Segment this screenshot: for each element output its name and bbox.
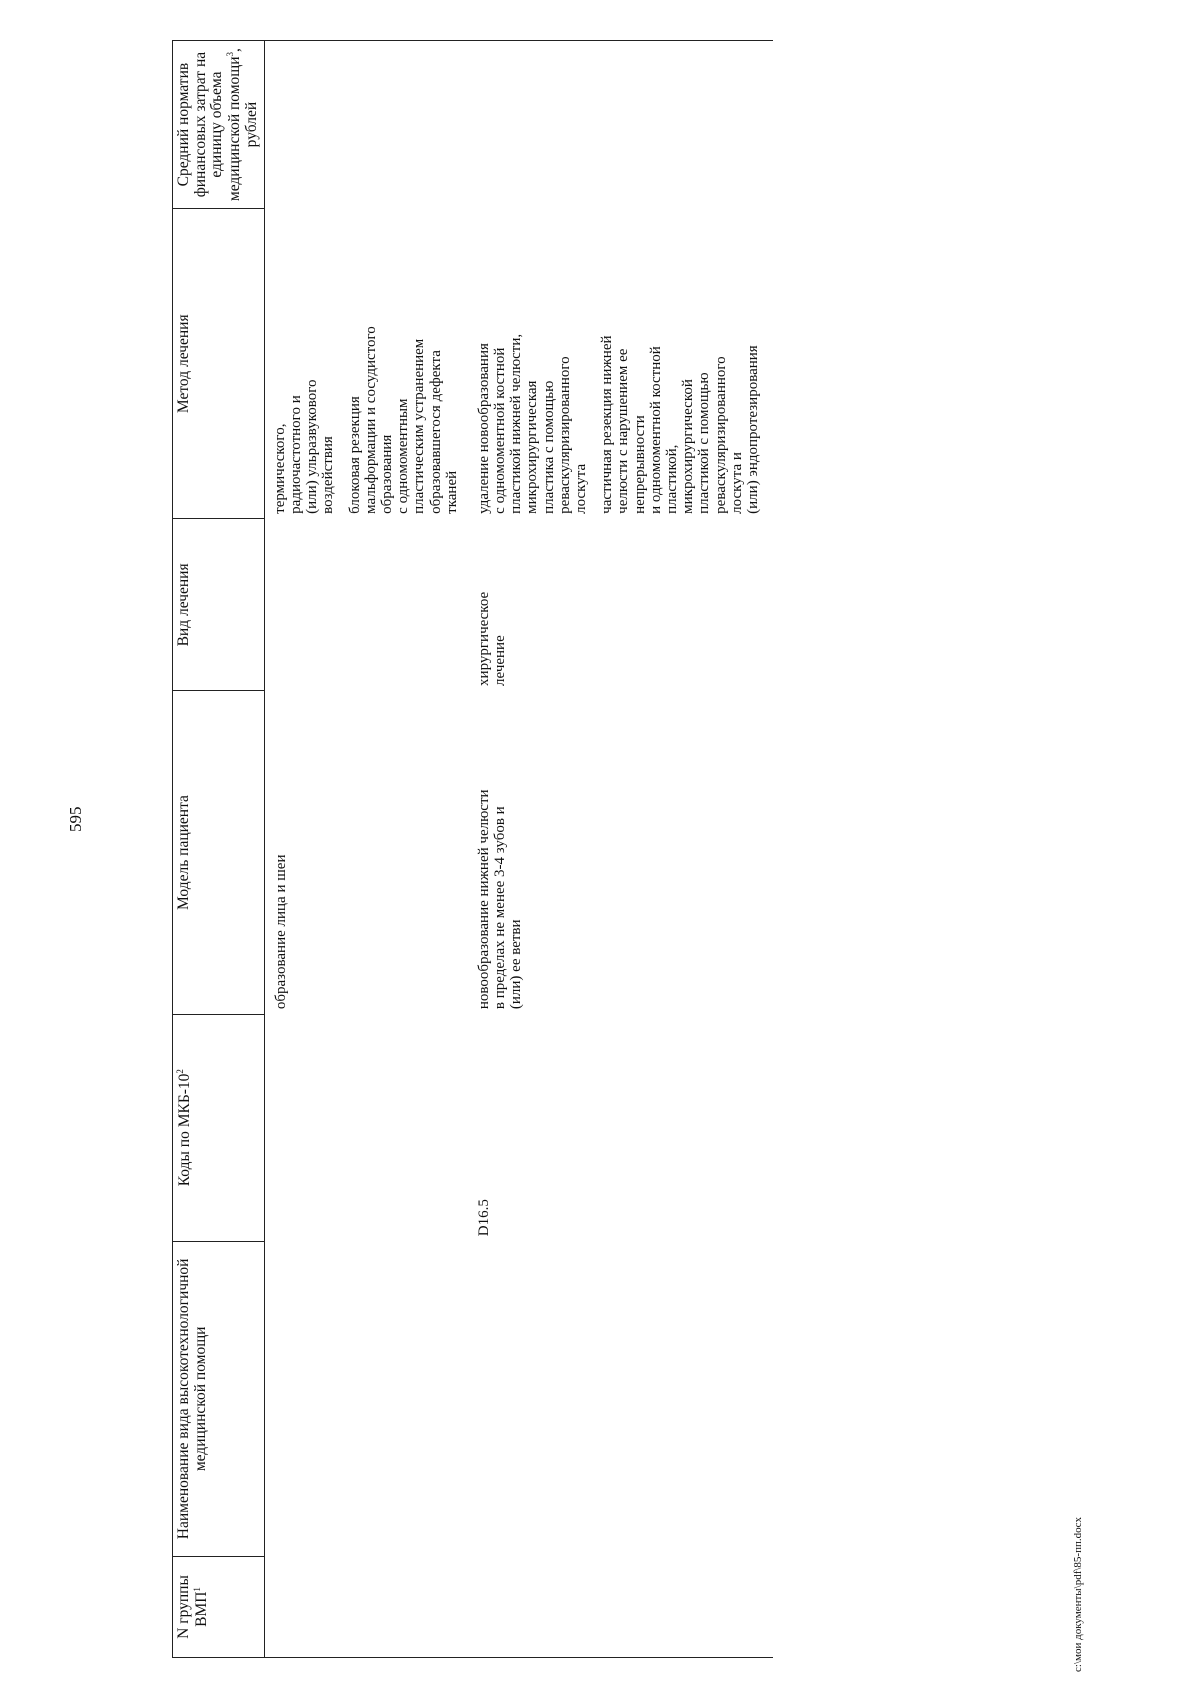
cell-patient-model: новообразование нижней челюсти в пределах не менее 3-4 зубов и (или) ее ветви bbox=[475, 789, 525, 1010]
cell-treatment-kind: хирургическое лечение bbox=[475, 591, 509, 686]
cell-group-number bbox=[264, 1556, 474, 1657]
cell-cost-standard bbox=[474, 41, 773, 209]
cell-icd-codes bbox=[264, 1014, 474, 1241]
cell-treatment-method bbox=[264, 209, 474, 519]
cell-care-type-name bbox=[264, 1241, 474, 1556]
cell-treatment-method bbox=[474, 209, 773, 519]
header-group-number: N группы ВМП$^1$ bbox=[173, 1556, 265, 1657]
header-patient-model: Модель пациента bbox=[173, 691, 265, 1014]
header-treatment-kind: Вид лечения bbox=[173, 519, 265, 691]
cell-cost-standard bbox=[264, 41, 474, 209]
rotated-page-content bbox=[172, 40, 1002, 1658]
table-row bbox=[264, 41, 474, 1658]
page-number: 595 bbox=[66, 806, 85, 832]
footer-file-path: c:\мои документы\pdf\85-пп.docx bbox=[1072, 1516, 1084, 1672]
method-item: блоковая резекция мальформации и сосудистого образования с одномоментным пластическим устранением образовавшегося дефекта тканей bbox=[346, 326, 460, 514]
method-item: удаление новообразования с одномоментной костной пластикой нижней челюсти, микрохирургическая пластика с помощью реваскуляризированного лоскута bbox=[475, 333, 590, 514]
cell-care-type-name bbox=[474, 1241, 773, 1556]
header-icd-codes: Коды по МКБ-$10^2$ bbox=[173, 1014, 265, 1241]
treatment-table bbox=[172, 40, 773, 1658]
cell-icd-codes: D16.5 bbox=[475, 1199, 492, 1237]
header-cost-standard: Средний норматив финансовых затрат на единицу объема медицинской помощи$^3$, рублей bbox=[173, 41, 265, 209]
header-care-type-name: Наименование вида высокотехнологичной медицинской помощи bbox=[173, 1241, 265, 1556]
table-row bbox=[474, 41, 773, 1658]
header-treatment-method: Метод лечения bbox=[173, 209, 265, 519]
method-item: термического, радиочастотного и (или) ульразвукового воздействия bbox=[271, 379, 337, 514]
cell-treatment-kind bbox=[264, 519, 474, 691]
cell-group-number bbox=[474, 1556, 773, 1657]
table-header-row bbox=[173, 41, 265, 1658]
cell-patient-model: образование лица и шеи bbox=[272, 854, 289, 1010]
method-item: частичная резекция нижней челюсти с нарушением ее непрерывности и одномоментной костной пластикой, микрохирургической пластикой с помощью реваскуляризированного лоскута и (или) эндопротезирования bbox=[599, 335, 761, 514]
